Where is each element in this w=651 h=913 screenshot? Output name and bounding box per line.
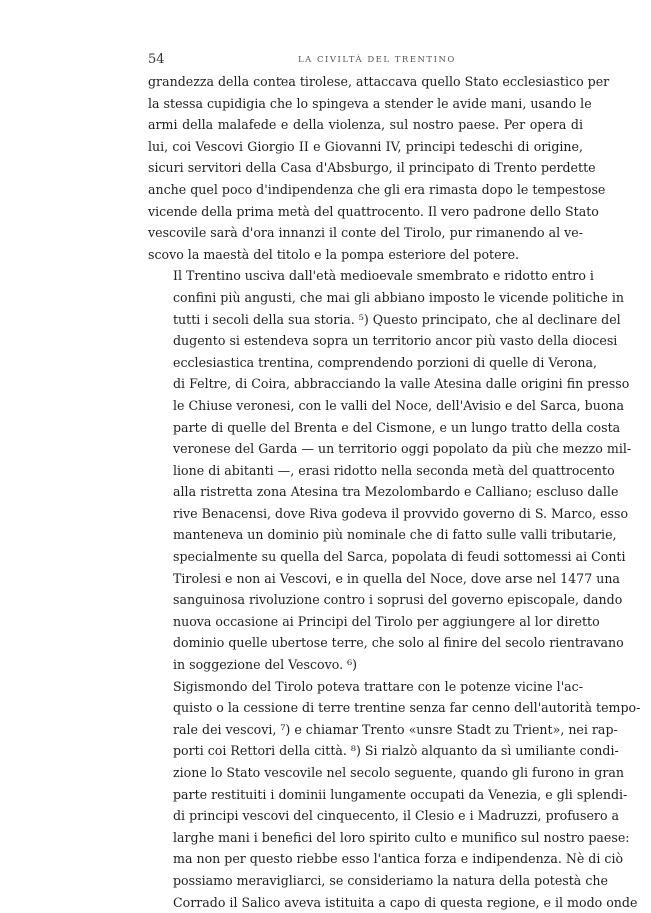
paragraph-1 [148,71,610,265]
text-line: porti coi Rettori della città. ⁸) Si rialzò alquanto da sì umiliante condi- [173,743,619,759]
page-header [148,52,583,72]
text-line: Sigismondo del Tirolo poteva trattare con le potenze vicine l'ac- [173,678,583,694]
text-line: tutti i secoli della sua storia. ⁵) Questo principato, che al declinare del [173,311,621,327]
text-line: grandezza della contea tirolese, attaccava quello Stato ecclesiastico per [148,74,610,89]
paragraph-2 [148,265,632,675]
text-line: confini più angusti, che mai gli abbiano imposto le vicende politiche in [173,289,624,305]
page-number: 54 [148,52,165,67]
text-line: larghe mani i benefici del loro spirito culto e munifico sul nostro paese: [173,829,630,845]
text-line: Il Trentino usciva dall'età medioevale smembrato e ridotto entro i [173,268,594,284]
text-line: rale dei vescovi, ⁷) e chiamar Trento «unsre Stadt zu Trient», nei rap- [173,721,618,737]
text-line: parte di quelle del Brenta e del Cismone, e un lungo tratto della costa [173,419,621,435]
text-line: nuova occasione ai Principi del Tirolo per aggiungere al lor diretto [173,613,600,629]
text-line: alla ristretta zona Atesina tra Mezolombardo e Calliano; escluso dalle [173,484,619,500]
text-line: veronese del Garda — un territorio oggi popolato da più che mezzo mil- [173,441,632,457]
text-line: Corrado il Salico aveva istituita a capo di questa regione, e il modo onde [173,894,638,910]
text-line: sanguinosa rivoluzione contro i soprusi del governo episcopale, dando [173,592,623,608]
text-line: rive Benacensi, dove Riva godeva il provvido governo di S. Marco, esso [173,505,629,521]
text-line: possiamo meravigliarci, se consideriamo la natura della potestà che [173,872,608,888]
text-line: vescovile sarà d'ora innanzi il conte del Tirolo, pur rimanendo al ve- [148,225,583,241]
text-line: armi della malafede e della violenza, sul nostro paese. Per opera di [148,117,583,133]
text-body [148,71,641,913]
text-line: parte restituiti i dominii lungamente occupati da Venezia, e gli splendi- [173,786,628,802]
text-line: ecclesiastica trentina, comprendendo porzioni di quelle di Verona, [173,354,597,370]
text-line: quisto o la cessione di terre trentine senza far cenno dell'autorità tempo- [173,700,641,716]
text-line: anche quel poco d'indipendenza che gli era rimasta dopo le tempestose [148,181,606,197]
running-title: LA CIVILTÀ DEL TRENTINO [298,55,456,65]
text-line: di principi vescovi del cinquecento, il Clesio e i Madruzzi, profusero a [173,808,620,824]
text-line: sicuri servitori della Casa d'Absburgo, il principato di Trento perdette [148,160,596,176]
paragraph-3 [148,676,641,913]
text-line: dominio quelle ubertose terre, che solo al finire del secolo rientravano [173,635,624,651]
text-line: le Chiuse veronesi, con le valli del Noce, dell'Avisio e del Sarca, buona [173,397,625,413]
text-line: manteneva un dominio più nominale che di fatto sulle valli tributarie, [173,527,617,543]
text-line: in soggezione del Vescovo. ⁶) [173,657,358,673]
text-line: lione di abitanti —, erasi ridotto nella seconda metà del quattrocento [173,462,615,478]
text-line: la stessa cupidigia che lo spingeva a stender le avide mani, usando le [148,95,592,111]
text-line: zione lo Stato vescovile nel secolo seguente, quando gli furono in gran [173,765,624,780]
text-line: dugento si estendeva sopra un territorio ancor più vasto della diocesi [173,333,618,349]
text-line: di Feltre, di Coira, abbracciando la valle Atesina dalle origini fin presso [173,376,630,392]
text-line: vicende della prima metà del quattrocento. Il vero padrone dello Stato [148,203,599,219]
text-line: Tirolesi e non ai Vescovi, e in quella del Noce, dove arse nel 1477 una [173,570,620,586]
text-line: lui, coi Vescovi Giorgio II e Giovanni IV, principi tedeschi di origine, [148,138,583,154]
text-line: ma non per questo riebbe esso l'antica forza e indipendenza. Nè di ciò [173,851,624,867]
text-line: specialmente su quella del Sarca, popolata di feudi sottomessi ai Conti [173,549,626,565]
text-line: scovo la maestà del titolo e la pompa esteriore del potere. [148,246,520,262]
